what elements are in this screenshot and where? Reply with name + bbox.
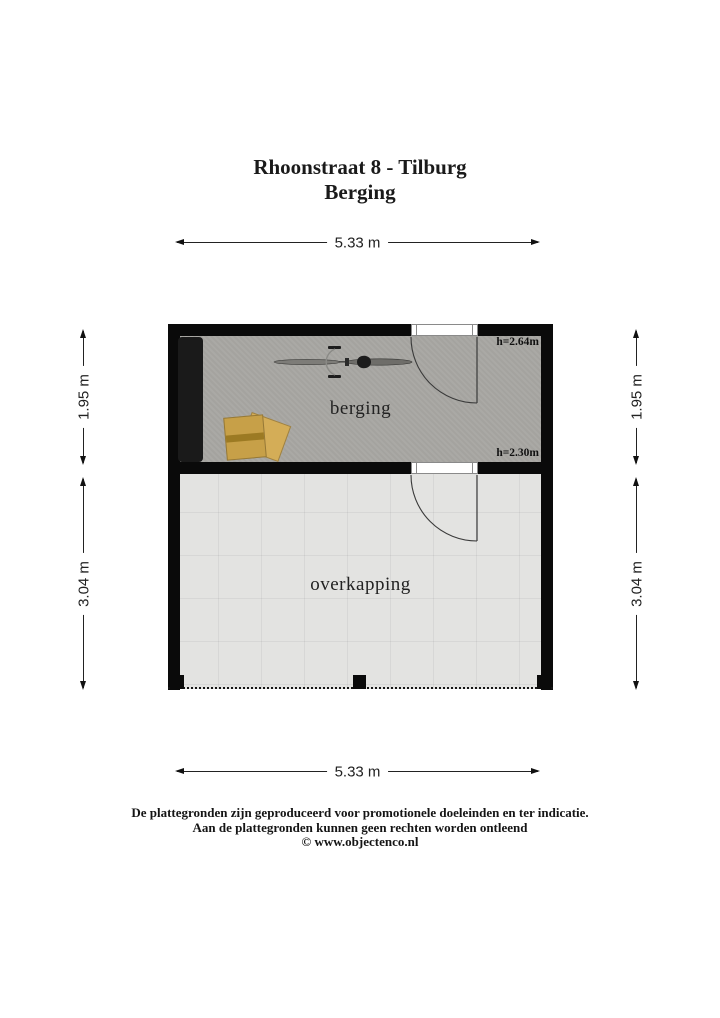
floorplan [168, 324, 553, 690]
dimension-label: 3.04 m [76, 553, 93, 615]
dimension-right-upper [630, 329, 644, 465]
dimension-right-lower [630, 477, 644, 690]
dimension-bottom [175, 765, 540, 779]
door-frame-berging [411, 324, 478, 336]
copyright-line: © www.objectenco.nl [301, 834, 419, 849]
disclaimer-line: De plattegronden zijn geproduceerd voor promotionele doeleinden en ter indicatie. [131, 805, 589, 820]
arrow-up-icon [80, 477, 86, 486]
wall-top-left [168, 324, 411, 336]
room-label-berging: berging [329, 398, 392, 419]
dimension-label: 1.95 m [629, 366, 646, 428]
dimension-left-upper [77, 329, 91, 465]
arrow-right-icon [531, 768, 540, 774]
arrow-up-icon [633, 477, 639, 486]
dimension-left-lower [77, 477, 91, 690]
dimension-label: 1.95 m [76, 366, 93, 428]
disclaimer-line: Aan de plattegronden kunnen geen rechten worden ontleend [192, 819, 528, 835]
dimension-label: 5.33 m [327, 764, 389, 781]
dimension-label: 3.04 m [629, 553, 646, 615]
room-label-overkapping: overkapping [310, 574, 411, 595]
title-block [0, 155, 720, 205]
arrow-up-icon [633, 329, 639, 338]
ceiling-height-lower: h=2.30m [496, 447, 539, 459]
support-post-right [537, 675, 550, 689]
arrow-down-icon [633, 456, 639, 465]
arrow-down-icon [80, 681, 86, 690]
dimension-top [175, 236, 540, 250]
arrow-right-icon [531, 239, 540, 245]
cardboard-box-icon [223, 414, 267, 460]
disclaimer [0, 806, 720, 850]
arrow-left-icon [175, 768, 184, 774]
wall-middle-right [478, 462, 541, 474]
support-post-middle [353, 675, 366, 689]
wall-right [541, 324, 553, 690]
arrow-down-icon [80, 456, 86, 465]
arrow-up-icon [80, 329, 86, 338]
arrow-down-icon [633, 681, 639, 690]
wall-middle-left [180, 462, 411, 474]
ceiling-height-berging: h=2.64m [496, 336, 539, 348]
door-frame-overkapping [411, 462, 478, 474]
arrow-left-icon [175, 239, 184, 245]
page-subtitle: Berging [324, 180, 396, 204]
support-post-left [171, 675, 184, 689]
dimension-label: 5.33 m [327, 235, 389, 252]
page-title: Rhoonstraat 8 - Tilburg [253, 155, 467, 179]
